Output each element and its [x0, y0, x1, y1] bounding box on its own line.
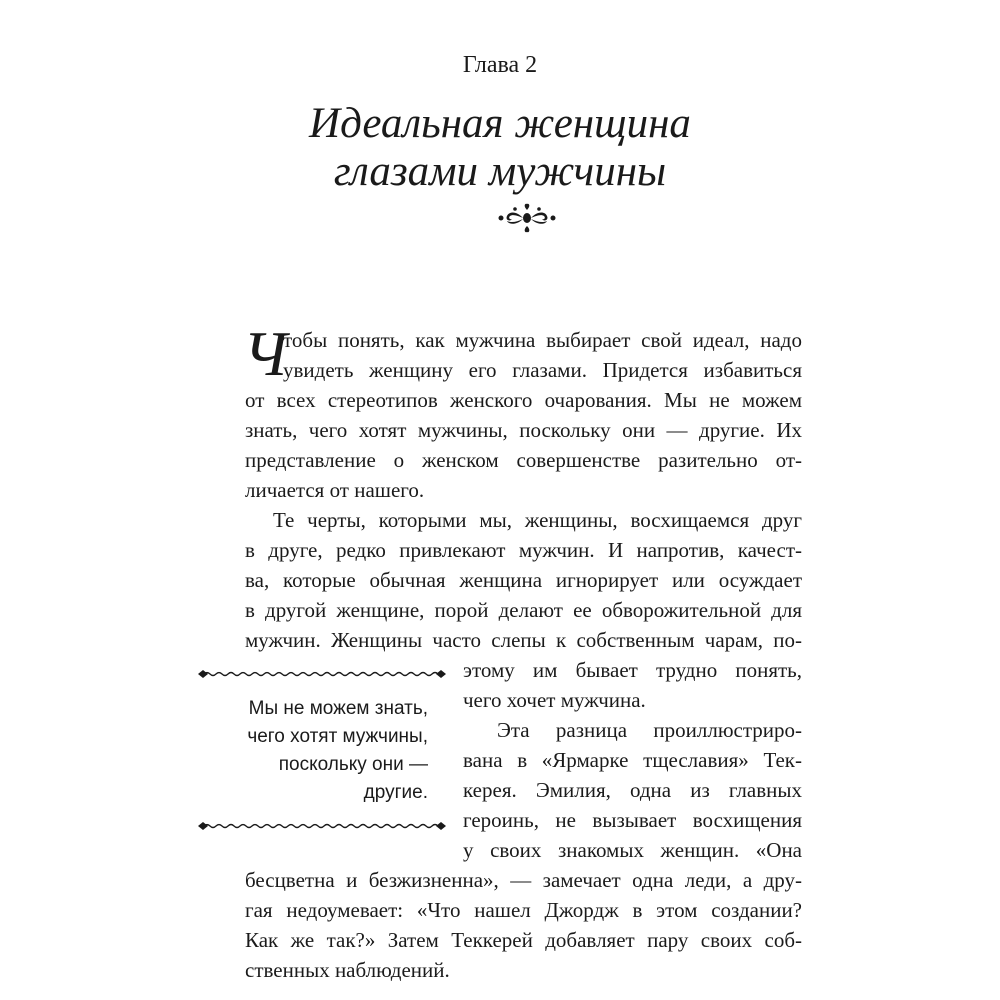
text-line: чего хочет мужчина.: [463, 688, 646, 712]
text-line: тобы понять, как мужчина выбирает свой идеал, надо: [283, 328, 802, 352]
text-line: у своих знакомых женщин. «Она: [463, 838, 802, 862]
chapter-title-line-2: глазами мужчины: [333, 148, 667, 195]
text-line: знать, чего хотят мужчины, поскольку они — другие. Их: [245, 418, 802, 442]
pull-quote: [200, 695, 428, 807]
text-line: в друге, редко привлекают мужчин. И напротив, качест-: [245, 538, 802, 562]
text-line: ственных наблюдений.: [245, 958, 450, 982]
text-line: вана в «Ярмарке тщеславия» Тек-: [463, 748, 802, 772]
text-line: Те черты, которыми мы, женщины, восхищаемся друг: [273, 508, 802, 532]
text-line: представление о женском совершенстве разительно от-: [245, 448, 802, 472]
text-line: Как же так?» Затем Теккерей добавляет пару своих соб-: [245, 928, 802, 952]
drop-cap: Ч: [243, 318, 288, 389]
pull-quote-line: поскольку они —: [278, 754, 428, 775]
chapter-title-line-1: Идеальная женщина: [309, 100, 691, 147]
text-line: в другой женщине, порой делают ее обворожительной для: [245, 598, 802, 622]
chapter-label: Глава 2: [462, 52, 538, 78]
chapter-title: [0, 100, 1000, 196]
wavy-rule-bottom-icon: [196, 819, 448, 833]
text-line: Эта разница проиллюстриро-: [497, 718, 802, 742]
wavy-rule-top-icon: [196, 667, 448, 681]
text-line: мужчин. Женщины часто слепы к собственным чарам, по-: [245, 628, 802, 652]
text-line: ва, которые обычная женщина игнорирует или осуждает: [245, 568, 802, 592]
text-line: героинь, не вызывает восхищения: [463, 808, 802, 832]
text-line: гая недоумевает: «Что нашел Джордж в этом создании?: [245, 898, 802, 922]
text-line: этому им бывает трудно понять,: [463, 658, 802, 682]
text-line: бесцветна и безжизненна», — замечает одна леди, а дру-: [245, 868, 802, 892]
text-line: от всех стереотипов женского очарования. Мы не можем: [245, 388, 802, 412]
text-line: керея. Эмилия, одна из главных: [463, 778, 802, 802]
pull-quote-line: чего хотят мужчины,: [247, 726, 428, 747]
text-line: увидеть женщину его глазами. Придется избавиться: [283, 358, 802, 382]
text-line: личается от нашего.: [245, 478, 425, 502]
pull-quote-line: Мы не можем знать,: [248, 698, 428, 719]
fleuron-ornament-icon: [495, 203, 559, 233]
pull-quote-line: другие.: [363, 782, 428, 803]
